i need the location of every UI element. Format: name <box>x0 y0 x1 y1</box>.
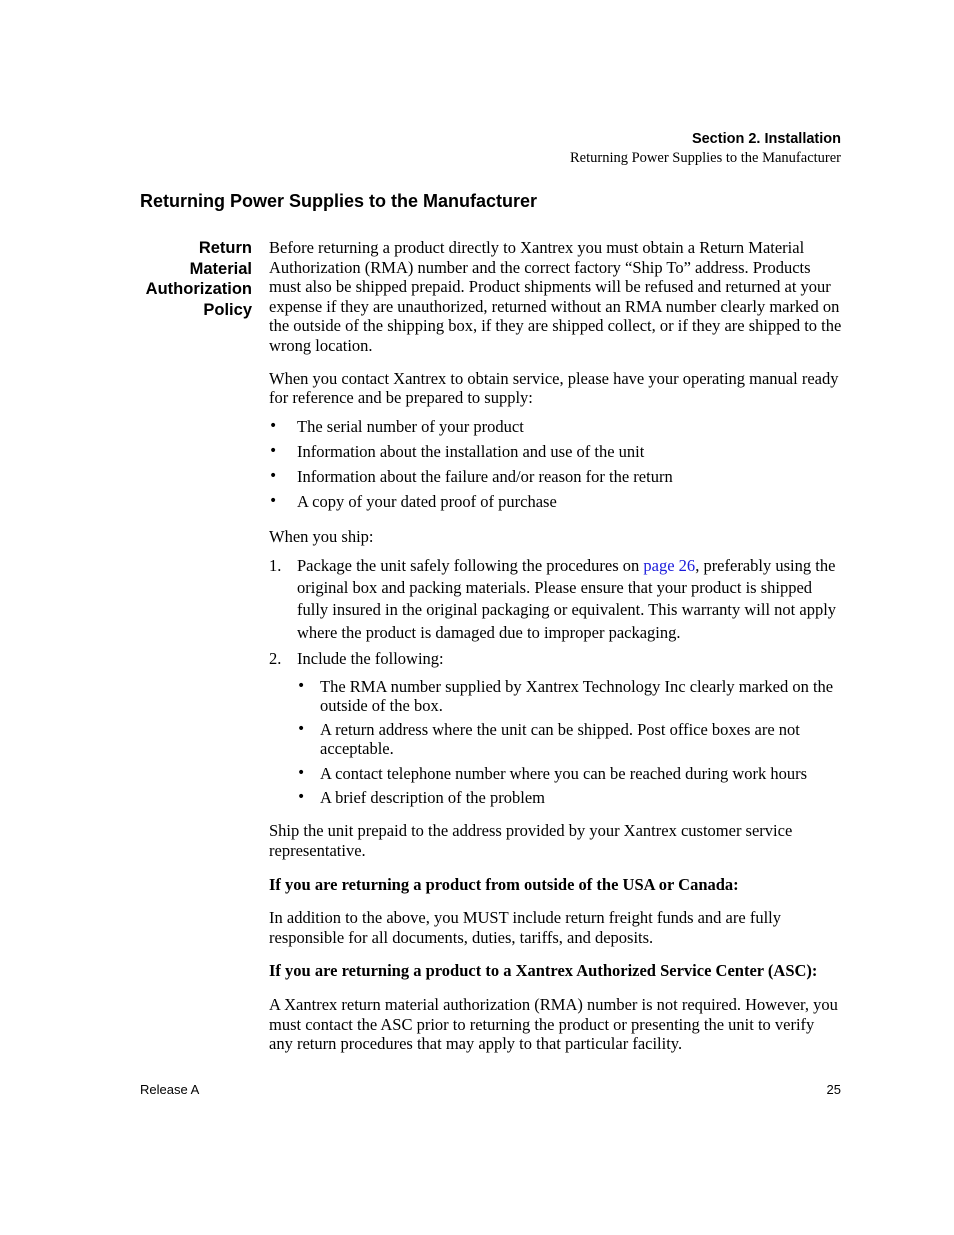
list-item: • A copy of your dated proof of purchase <box>269 491 557 511</box>
bullet-icon: • <box>269 467 278 484</box>
bullet-icon: • <box>269 492 278 509</box>
step-1: 1. Package the unit safely following the procedures on page 26, preferably using the original box and packing materials. Please ensure that your product is shipped fully insured in the original packaging or equivalent. This warranty will not apply where the product is damaged due to improper packaging. <box>269 555 837 642</box>
header-section: Section 2. Installation <box>691 131 841 147</box>
step-number: 1. <box>269 555 282 575</box>
contact-paragraph: When you contact Xantrex to obtain service, please have your operating manual ready for reference and be prepared to supply: <box>269 368 839 408</box>
asc-paragraph: A Xantrex return material authorization (RMA) number is not required. However, you must contact the ASC prior to returning the product or presenting the unit to verify any return procedures that may apply to that particular facility. <box>269 994 838 1054</box>
bullet-icon: • <box>269 442 278 459</box>
bullet-icon: • <box>297 789 306 806</box>
list-item: • The RMA number supplied by Xantrex Technology Inc clearly marked on the outside of the box. <box>297 676 834 715</box>
when-ship: When you ship: <box>269 527 374 547</box>
list-item: • Information about the installation and use of the unit <box>269 441 645 461</box>
footer-release: Release A <box>140 1082 200 1097</box>
page-title: Returning Power Supplies to the Manufacturer <box>140 191 538 211</box>
page-26-link[interactable]: page 26 <box>643 555 696 575</box>
bullet-icon: • <box>269 417 278 434</box>
ship-steps <box>269 555 842 808</box>
page-number: 25 <box>826 1082 841 1097</box>
include-list <box>297 677 842 808</box>
header-subtitle: Returning Power Supplies to the Manufacturer <box>569 150 841 166</box>
list-item: • A contact telephone number where you can be reached during work hours <box>297 763 808 783</box>
side-heading-line: Material <box>189 259 252 278</box>
main-content <box>269 238 842 1054</box>
outside-usa-heading: If you are returning a product from outside of the USA or Canada: <box>269 874 739 894</box>
asc-heading: If you are returning a product to a Xantrex Authorized Service Center (ASC): <box>269 961 818 981</box>
list-item: • A brief description of the problem <box>297 788 545 808</box>
side-heading <box>120 238 252 320</box>
side-heading-line: Return <box>198 239 252 257</box>
ship-prepaid-paragraph: Ship the unit prepaid to the address provided by your Xantrex customer service representative. <box>269 821 793 860</box>
list-item: • The serial number of your product <box>269 416 524 436</box>
bullet-icon: • <box>297 764 306 781</box>
side-heading-line: Policy <box>203 300 252 319</box>
list-item: • Information about the failure and/or reason for the return <box>269 466 673 486</box>
step-number: 2. <box>269 648 282 668</box>
bullet-icon: • <box>297 677 306 694</box>
step-2: 2. Include the following: • The RMA number supplied by Xantrex Technology Inc clearly marked on the outside of the box. • A return address where the unit can be shipped. Post office boxes are not acceptable. • A contact telephone number where you can be reached during work hours • A brief description of the problem <box>269 648 842 808</box>
supply-list <box>269 417 842 512</box>
bullet-icon: • <box>297 721 306 738</box>
outside-usa-paragraph: In addition to the above, you MUST include return freight funds and are fully responsible for all documents, duties, tariffs, and deposits. <box>269 908 781 947</box>
intro-paragraph: Before returning a product directly to Xantrex you must obtain a Return Material Authorization (RMA) number and the correct factory “Ship To” address. Products must also be shipped prepaid. Product shipments will be refused and returned at your expense if they are unauthorized, returned without an RMA number clearly marked on the outside of the shipping box, if they are shipped collect, or if they are shipped to the wrong location. <box>269 238 842 355</box>
list-item: • A return address where the unit can be shipped. Post office boxes are not acceptable. <box>297 720 800 759</box>
side-heading-line: Authorization <box>145 280 252 298</box>
